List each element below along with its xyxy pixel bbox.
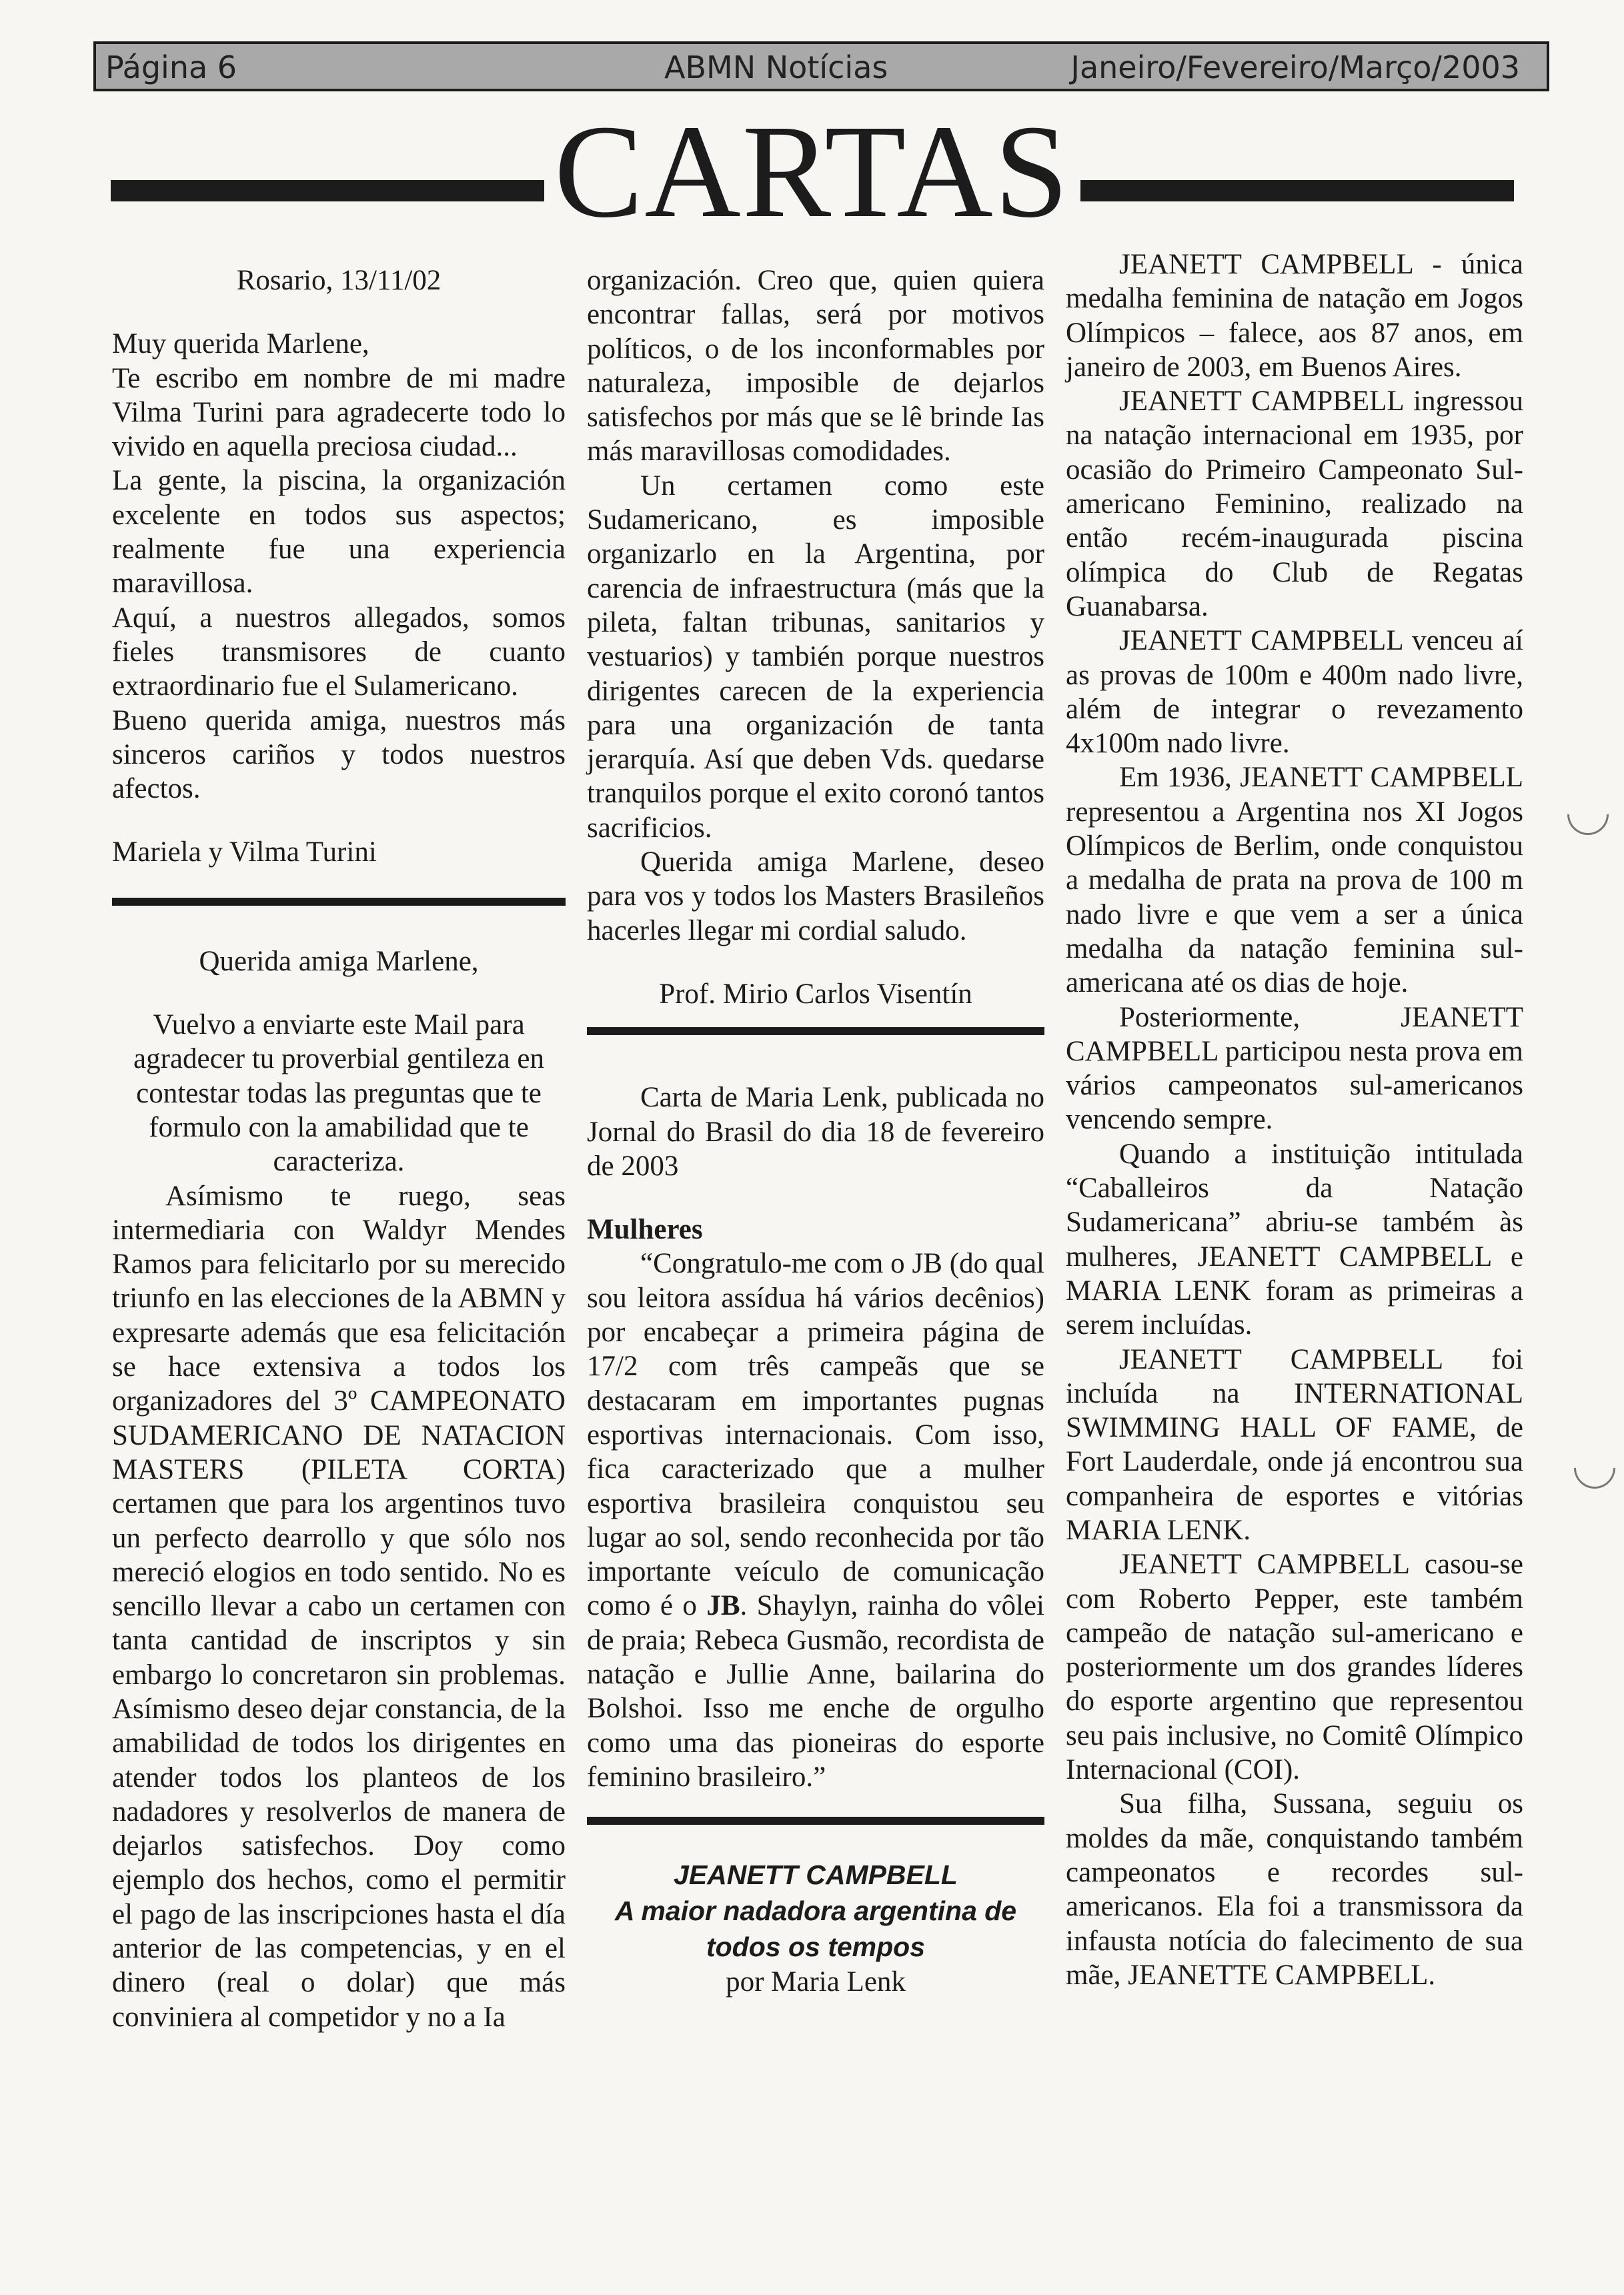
letter-1-signature: Mariela y Vilma Turini [112, 836, 377, 868]
letter-2-signature: Prof. Mirio Carlos Visentín [659, 978, 972, 1010]
letter-1-paragraph: La gente, la piscina, la organización excelente en todos sus aspectos; realmente fue una experiencia maravillosa. [112, 465, 566, 600]
publication-name: ABMN Notícias [664, 49, 888, 85]
article-heading [587, 1857, 1044, 1999]
letter-3-heading: Mulheres [587, 1214, 703, 1246]
binder-hole-mark [1559, 785, 1617, 844]
letter-3-quote-part: “Congratulo-me com o JB (do qual sou leitora assídua há vários decênios) por encabeçar a primeira página de 17/2 com três campeãs que se destacaram em importantes pugnas esportivas internacionais. Com isso, fica caracterizado que a mulher esportiva brasileira conquistou seu lugar ao sol, sendo reconhecida por tão importante veículo de comunicação como é o [587, 1248, 1044, 1622]
article-title: JEANETT CAMPBELL [674, 1859, 958, 1891]
column-right [1066, 247, 1523, 1992]
article-paragraph: JEANETT CAMPBELL venceu aí as provas de 100m e 400m nado livre, além de integrar o revezamento 4x100m nado livre. [1066, 625, 1523, 760]
separator-rule [587, 1817, 1044, 1825]
letter-1-paragraph: Te escribo em nombre de mi madre Vilma Turini para agradecerte todo lo vivido en aquella preciosa ciudad... [112, 362, 566, 463]
letter-1-paragraph: Aquí, a nuestros allegados, somos fieles transmisores de cuanto extraordinario fue el Sulamericano. [112, 602, 566, 702]
separator-rule [587, 1027, 1044, 1035]
article-paragraph: JEANETT CAMPBELL casou-se com Roberto Pepper, este também campeão de natação sul-americano e posteriormente um dos grandes líderes do esporte argentino que representou seu pais inclusive, no Comitê Olímpico Internacional (COI). [1066, 1549, 1523, 1786]
letter-3-intro: Carta de Maria Lenk, publicada no Jornal do Brasil do dia 18 de fevereiro de 2003 [587, 1082, 1044, 1182]
page-title: CARTAS [554, 98, 1070, 245]
letter-2 [112, 944, 566, 2034]
letter-3-quote-jb: JB [706, 1590, 740, 1622]
letter-2-intro: Vuelvo a enviarte este Mail para agradecer tu proverbial gentileza en contestar todas las preguntas que te formulo con la amabilidad que te caracteriza. [133, 1009, 544, 1178]
issue-date: Janeiro/Fevereiro/Março/2003 [1070, 49, 1520, 85]
letter-1-salutation: Muy querida Marlene, [112, 328, 369, 360]
column-middle [587, 263, 1044, 1999]
letter-1 [112, 263, 566, 870]
article-paragraph: JEANETT CAMPBELL foi incluída na INTERNATIONAL SWIMMING HALL OF FAME, de Fort Lauderdale, onde já encontrou sua companheira de esportes e vitórias MARIA LENK. [1066, 1343, 1523, 1546]
separator-rule [112, 898, 566, 906]
article-paragraph: JEANETT CAMPBELL ingressou na natação internacional em 1935, por ocasião do Primeiro Campeonato Sul-americano Feminino, realizado na então recém-inaugurada piscina olímpica do Club de Regatas Guanabarsa. [1066, 386, 1523, 622]
letter-3-quote-part: . Shaylyn, rainha do vôlei de praia; Rebeca Gusmão, recordista de natação e Jullie Anne, bailarina do Bolshoi. Isso me enche de orgulho como uma das pioneiras do esporte feminino brasileiro.” [587, 1590, 1044, 1793]
article-paragraph: Quando a instituição intitulada “Caballeiros da Natação Sudamericana” abriu-se também às mulheres, JEANETT CAMPBELL e MARIA LENK foram as primeiras a serem incluídas. [1066, 1138, 1523, 1341]
article-paragraph: Em 1936, JEANETT CAMPBELL representou a Argentina nos XI Jogos Olímpicos de Berlim, onde conquistou a medalha de prata na prova de 100 m nado livre e que vem a ser a única medalha da natação feminina sul-americana até os dias de hoje. [1066, 762, 1523, 999]
header-bar [93, 41, 1549, 91]
page-number: Página 6 [105, 49, 237, 85]
title-rule-right [1080, 180, 1514, 201]
letter-1-paragraph: Bueno querida amiga, nuestros más sinceros cariños y todos nuestros afectos. [112, 704, 566, 805]
letter-3-quote [587, 1247, 1044, 1794]
binder-hole-mark [1565, 1439, 1624, 1497]
letter-2-body: Asímismo te ruego, seas intermediaria con Waldyr Mendes Ramos para felicitarlo por su merecido triunfo en las elecciones de la ABMN y expresarte además que esa felicitación se hace extensiva a todos los organizadores del 3º CAMPEONATO SUDAMERICANO DE NATACION MASTERS (PILETA CORTA) certamen que para los argentinos tuvo un perfecto dearrollo y que sólo nos mereció elogios en todo sentido. No es sencillo llevar a cabo un certamen con tanta cantidad de inscriptos y sin embargo lo concretaron sin problemas. Asímismo deseo dejar constancia, de la amabilidad de todos los dirigentes en atender todos los planteos de los nadadores y resolverlos de manera de dejarlos satisfechos. Doy como ejemplo dos hechos, como el permitir el pago de las inscripciones hasta el día anterior de las competencias, y en el dinero (real o dolar) que más conviniera al competidor y no a Ia [112, 1180, 566, 2033]
letter-2-salutation: Querida amiga Marlene, [199, 945, 479, 977]
article-paragraph: Sua filha, Sussana, seguiu os moldes da mãe, conquistando também campeonatos e recordes sul-americanos. Ela foi a transmissora da infausta notícia do falecimento de sua mãe, JEANETTE CAMPBELL. [1066, 1788, 1523, 1991]
letter-1-place-date: Rosario, 13/11/02 [236, 265, 442, 296]
article-subtitle: A maior nadadora argentina de todos os tempos [614, 1895, 1017, 1963]
letter-3 [587, 1080, 1044, 1794]
letter-2-paragraph: Querida amiga Marlene, deseo para vos y todos los Masters Brasileños hacerles llegar mi cordial saludo. [587, 846, 1044, 946]
letter-2-paragraph: Un certamen como este Sudamericano, es imposible organizarlo en la Argentina, por carencia de infraestructura (más que la pileta, faltan tribunas, sanitarios y vestuarios) y también porque nuestros dirigentes carecen de la experiencia para una organización de tanta jerarquía. Así que deben Vds. quedarse tranquilos porque el exito coronó tantos sacrificios. [587, 470, 1044, 844]
letter-2-continued: organización. Creo que, quien quiera encontrar fallas, será por motivos políticos, o de los inconformables por naturaleza, imposible de dejarlos satisfechos por más que se lê brinde Ias más maravillosas comodidades. [587, 265, 1044, 468]
article-paragraph: Posteriormente, JEANETT CAMPBELL participou nesta prova em vários campeonatos sul-americanos vencendo sempre. [1066, 1001, 1523, 1136]
article-byline: por Maria Lenk [726, 1966, 906, 1998]
column-left [112, 263, 566, 2034]
article-paragraph: JEANETT CAMPBELL - única medalha feminina de natação em Jogos Olímpicos – falece, aos 87 anos, em janeiro de 2003, em Buenos Aires. [1066, 249, 1523, 383]
